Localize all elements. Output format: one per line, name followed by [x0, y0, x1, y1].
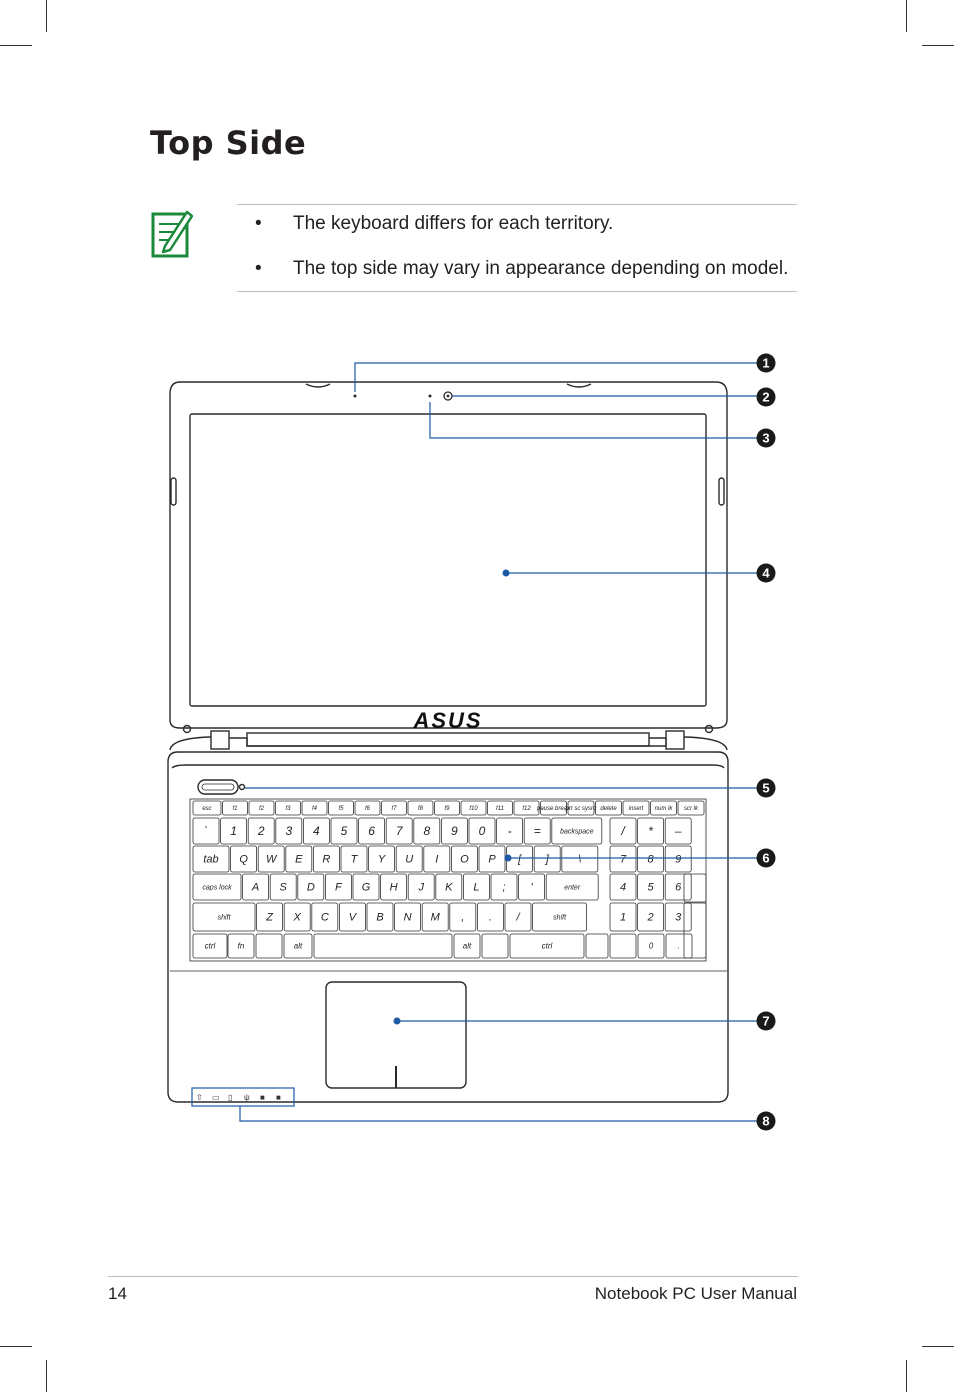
callout-dot	[503, 570, 510, 577]
bullet-dot: •	[255, 213, 262, 234]
keyboard-key	[231, 846, 257, 872]
key-label: L	[473, 881, 480, 894]
keyboard-key	[257, 903, 283, 931]
keyboard-key	[436, 874, 462, 900]
keyboard-key	[341, 846, 367, 872]
key-label: H	[389, 881, 398, 894]
keyboard-key	[651, 801, 677, 815]
keyboard-key	[303, 818, 329, 844]
keyboard-key	[228, 934, 254, 958]
callout-leader-line	[355, 363, 757, 392]
key-label: enter	[564, 884, 581, 892]
keyboard-key	[367, 903, 393, 931]
callout-dot	[394, 1018, 401, 1025]
callout-number: 3	[762, 430, 770, 446]
key-label: esc	[202, 806, 212, 812]
key-label: =	[533, 824, 541, 838]
key-label: 2	[257, 824, 265, 838]
key-label: f8	[417, 806, 424, 812]
keyboard-key	[353, 874, 379, 900]
callout-number: 4	[762, 565, 770, 581]
key-label: ;	[502, 881, 506, 894]
key-label: X	[293, 911, 301, 924]
key-label: prt sc sysrq	[565, 806, 597, 812]
keyboard-key	[313, 846, 339, 872]
keyboard-key	[610, 934, 636, 958]
key-label: shift	[553, 914, 567, 922]
keyboard-key	[665, 903, 691, 931]
bullet-dot: •	[255, 258, 262, 279]
keyboard-key	[424, 846, 450, 872]
keyboard-key	[243, 874, 269, 900]
keyboard-key	[519, 874, 545, 900]
keyboard-key	[469, 818, 495, 844]
keyboard-key	[395, 903, 421, 931]
key-label: 0	[648, 941, 654, 951]
keyboard-key	[488, 801, 513, 815]
keyboard-key	[286, 846, 312, 872]
keyboard-key	[248, 818, 274, 844]
key-label: O	[460, 853, 469, 866]
keyboard-key	[463, 874, 489, 900]
keyboard-key	[451, 846, 477, 872]
key-label: Z	[266, 911, 273, 924]
keyboard-key	[256, 934, 282, 958]
key-label: 0	[478, 824, 486, 838]
key-label: –	[674, 824, 682, 838]
keyboard-key	[533, 903, 587, 931]
key-label: delete	[600, 806, 617, 812]
key-label: J	[418, 881, 424, 894]
keyboard-key	[331, 818, 357, 844]
keyboard-key	[665, 874, 691, 900]
keyboard-key	[325, 874, 351, 900]
keyboard-key	[302, 801, 327, 815]
manual-title: Notebook PC User Manual	[594, 1284, 797, 1303]
key-label: 5	[647, 881, 654, 894]
keyboard-key	[461, 801, 486, 815]
key-label: F	[335, 881, 342, 894]
keyboard-key	[339, 903, 365, 931]
key-label: Y	[377, 853, 386, 866]
keyboard-key	[408, 801, 433, 815]
keyboard-key	[276, 818, 302, 844]
key-label: 3	[285, 824, 293, 838]
key-label: f5	[338, 806, 344, 812]
keyboard-key	[441, 818, 467, 844]
callout-number: 8	[762, 1113, 770, 1129]
key-label: insert	[628, 806, 644, 812]
key-label: fn	[237, 941, 245, 951]
key-label: backspace	[560, 828, 594, 836]
key-label: ,	[461, 911, 465, 924]
footer-rule	[108, 1276, 798, 1277]
key-label: B	[376, 911, 384, 924]
key-label: 5	[340, 824, 348, 838]
keyboard-key	[684, 903, 706, 958]
keyboard-key	[610, 874, 636, 900]
key-label: '	[530, 881, 533, 894]
key-label: f3	[285, 806, 291, 812]
key-label: shift	[217, 914, 231, 922]
key-label: 3	[675, 911, 682, 924]
key-label: N	[403, 911, 412, 924]
keyboard-key	[477, 903, 503, 931]
key-label: D	[306, 881, 315, 894]
keyboard-key	[524, 818, 550, 844]
callout-leader-line	[430, 402, 757, 438]
keyboard-key	[638, 934, 664, 958]
keyboard-key	[193, 846, 229, 872]
note-bullet-text: The keyboard differs for each territory.	[293, 213, 614, 234]
keyboard-key	[497, 818, 523, 844]
key-label: -	[507, 824, 512, 838]
key-label: 8	[647, 853, 654, 866]
keyboard-key	[249, 801, 274, 815]
keyboard-key	[396, 846, 422, 872]
keyboard-key	[505, 903, 531, 931]
battery-led-icon: ▭	[212, 1093, 220, 1102]
keyboard-key	[491, 874, 517, 900]
page-title: Top Side	[150, 124, 307, 162]
key-label: caps lock	[202, 884, 232, 892]
keyboard-key	[546, 874, 598, 900]
keyboard-key	[565, 801, 597, 815]
keyboard-key	[610, 818, 636, 844]
keyboard-key	[193, 818, 219, 844]
key-label: 6	[368, 824, 375, 838]
key-label: pause break	[536, 806, 571, 812]
callout-number: 5	[762, 780, 770, 796]
callout-number: 1	[762, 355, 770, 371]
keyboard-key	[638, 874, 664, 900]
wifi-led-icon: ψ	[244, 1093, 250, 1102]
keyboard-key	[369, 846, 395, 872]
keyboard-key	[312, 903, 338, 931]
keyboard-key	[414, 818, 440, 844]
callout-number: 6	[762, 850, 770, 866]
numlock-led-icon: ■	[276, 1093, 281, 1102]
keyboard-key	[284, 934, 312, 958]
callout-dot	[505, 855, 512, 862]
key-label: [	[518, 853, 522, 866]
keyboard-key	[482, 934, 508, 958]
key-label: ctrl	[204, 941, 216, 951]
drive-led-icon: ▯	[228, 1093, 233, 1102]
key-label: 7	[395, 824, 403, 838]
keyboard-key	[298, 874, 324, 900]
key-label: 4	[313, 824, 320, 838]
brand-logo: ASUS	[413, 708, 483, 733]
key-label: f1	[232, 806, 238, 812]
keyboard-key	[193, 874, 241, 900]
key-label: 4	[619, 881, 627, 894]
key-label: f9	[444, 806, 450, 812]
key-label: 8	[423, 824, 431, 838]
key-label: tab	[203, 853, 219, 866]
key-label: 1	[230, 824, 237, 838]
keyboard-key	[284, 903, 310, 931]
key-label: A	[251, 881, 260, 894]
keyboard-key	[408, 874, 434, 900]
keyboard-key	[221, 818, 247, 844]
keyboard-key	[314, 934, 452, 958]
keyboard-key	[382, 801, 407, 815]
keyboard-key	[422, 903, 448, 931]
keyboard-key	[638, 903, 664, 931]
key-label: f7	[391, 806, 397, 812]
keyboard-key	[381, 874, 407, 900]
keyboard-key	[666, 934, 692, 958]
keyboard-key	[193, 801, 221, 815]
key-label: P	[488, 853, 496, 866]
keyboard-key	[610, 903, 636, 931]
key-label: S	[279, 881, 287, 894]
key-label: R	[322, 853, 331, 866]
keyboard-key	[534, 846, 560, 872]
key-label: f4	[311, 806, 318, 812]
keyboard-key	[454, 934, 480, 958]
key-label: .	[677, 941, 681, 951]
key-label: K	[445, 881, 453, 894]
callout-number: 7	[762, 1013, 770, 1029]
keyboard-key	[665, 818, 691, 844]
key-label: 6	[675, 881, 682, 894]
key-label: ]	[545, 853, 549, 866]
keyboard-key	[270, 874, 296, 900]
key-label: f10	[469, 806, 478, 812]
key-label: G	[361, 881, 371, 894]
keyboard-key	[450, 903, 476, 931]
key-label: ctrl	[541, 941, 553, 951]
key-label: f12	[522, 806, 531, 812]
keyboard-key	[193, 903, 255, 931]
keyboard-key	[359, 818, 385, 844]
callout-number: 2	[762, 389, 770, 405]
key-label: .	[488, 911, 492, 924]
keyboard-key	[386, 818, 412, 844]
key-label: alt	[462, 941, 472, 951]
keyboard-key	[638, 818, 664, 844]
keyboard-key	[193, 934, 227, 958]
capslock-led-icon: ■	[260, 1093, 265, 1102]
keyboard-key	[276, 801, 301, 815]
key-label: 1	[619, 911, 627, 924]
keyboard-key	[678, 801, 704, 815]
key-label: M	[430, 911, 440, 924]
key-label: T	[350, 853, 358, 866]
keyboard-key	[329, 801, 354, 815]
key-label: E	[295, 853, 303, 866]
key-label: C	[320, 911, 329, 924]
keyboard-key	[514, 801, 539, 815]
key-label: f6	[364, 806, 371, 812]
key-label: 2	[647, 911, 654, 924]
keyboard-key	[510, 934, 584, 958]
key-label: /	[621, 824, 625, 838]
key-label: \	[578, 853, 582, 866]
key-label: 9	[451, 824, 458, 838]
keyboard-key	[355, 801, 380, 815]
key-label: num lk	[654, 806, 673, 812]
key-label: U	[405, 853, 414, 866]
keyboard-key	[665, 846, 691, 872]
keyboard-key	[684, 874, 706, 902]
key-label: 7	[619, 853, 627, 866]
power-led-icon: ⇧	[196, 1093, 203, 1102]
key-label: *	[648, 824, 653, 838]
key-label: I	[435, 853, 439, 866]
key-label: V	[348, 911, 357, 924]
key-label: Q	[239, 853, 248, 866]
keyboard-key	[435, 801, 460, 815]
key-label: scr lk	[684, 806, 698, 812]
key-label: alt	[293, 941, 303, 951]
key-label: /	[516, 911, 520, 924]
keyboard-key	[552, 818, 602, 844]
keyboard-key	[258, 846, 284, 872]
keyboard-key	[596, 801, 622, 815]
keyboard-key	[479, 846, 505, 872]
keyboard-key	[562, 846, 598, 872]
keyboard-key	[623, 801, 649, 815]
key-label: `	[204, 824, 208, 838]
keyboard-key	[223, 801, 248, 815]
key-label: f2	[258, 806, 265, 812]
keyboard-key	[638, 846, 664, 872]
key-label: f11	[496, 806, 504, 812]
key-label: W	[266, 853, 277, 866]
note-bullet-text: The top side may vary in appearance depending on model.	[293, 258, 789, 279]
keyboard-key	[586, 934, 608, 958]
keyboard-key	[610, 846, 636, 872]
page-number: 14	[108, 1284, 127, 1303]
key-label: 9	[675, 853, 682, 866]
callout-leader-line	[240, 1106, 757, 1121]
